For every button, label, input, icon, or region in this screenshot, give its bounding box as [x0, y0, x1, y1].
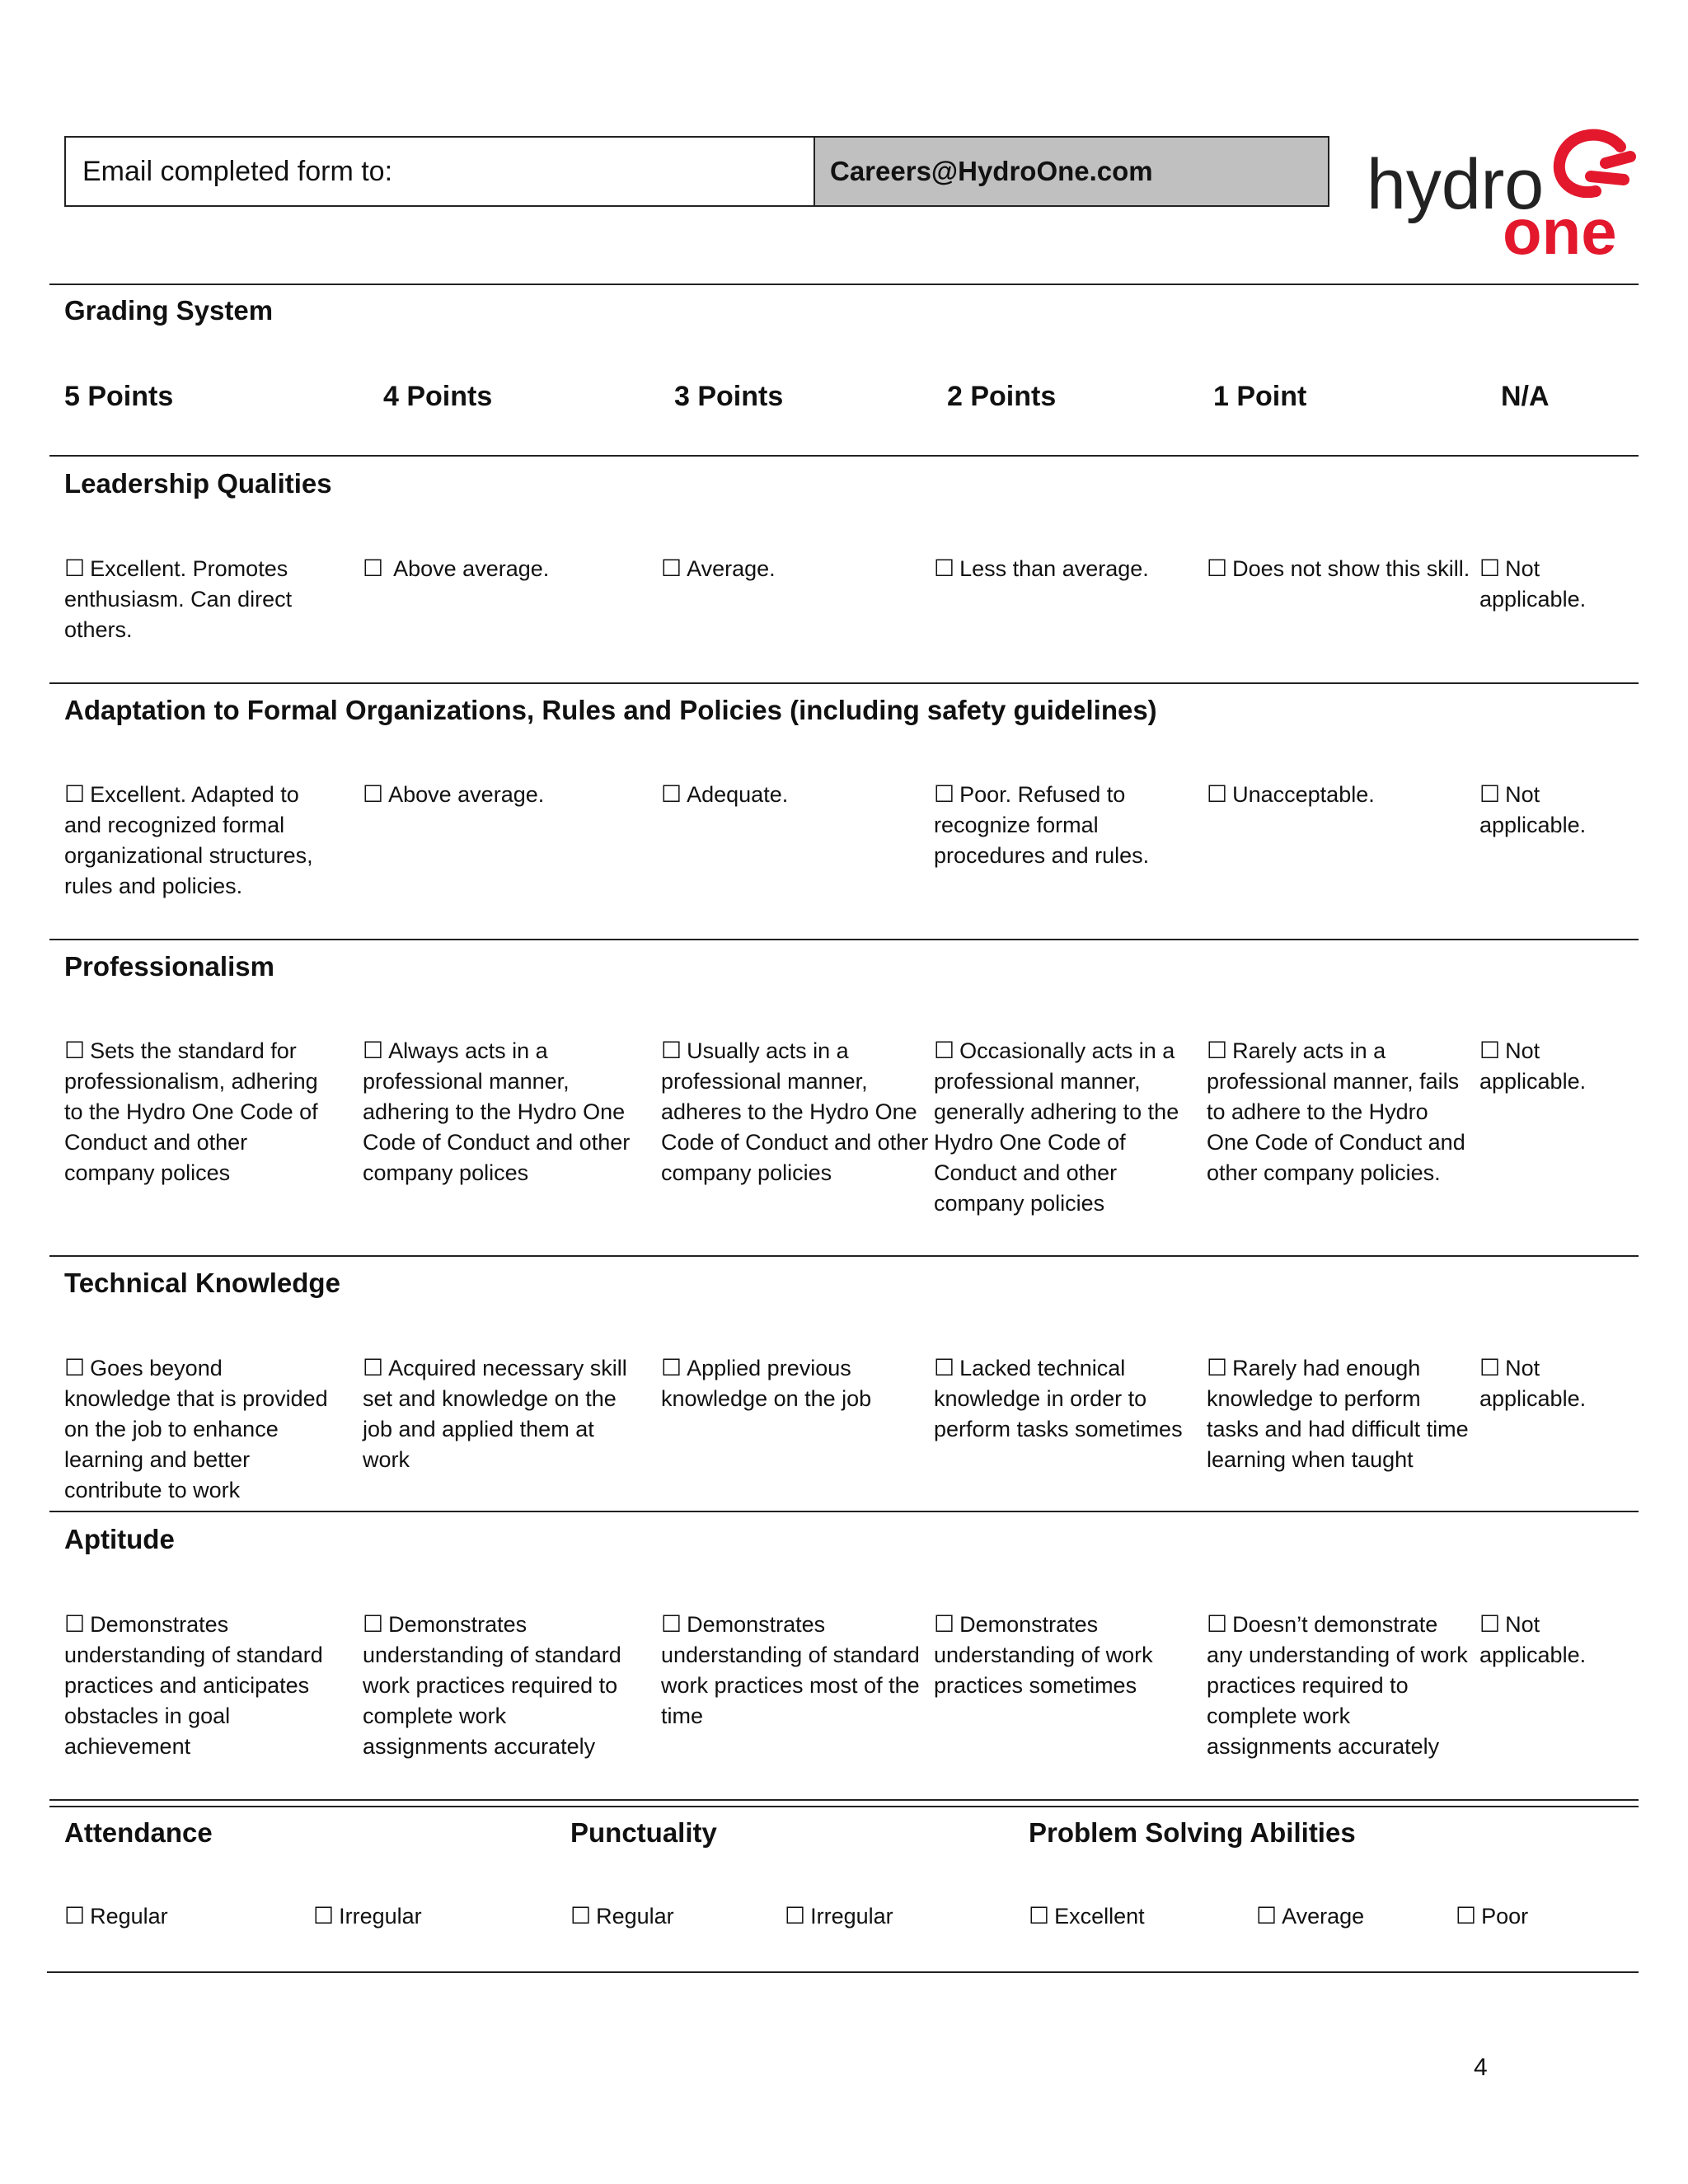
option-text: Rarely had enough knowledge to perform tasks and had difficult time learning when taught — [1207, 1356, 1469, 1472]
section-title-technical-knowledge: Technical Knowledge — [64, 1268, 340, 1298]
option-text: Rarely acts in a professional manner, fails to adhere to the Hydro One Code of Conduct and other company policies. — [1207, 1038, 1465, 1185]
checkbox-icon[interactable]: ☐ — [1479, 1611, 1501, 1637]
option-text: Demonstrates understanding of standard practices and anticipates obstacles in goal achievement — [64, 1612, 323, 1759]
checkbox-icon[interactable]: ☐ — [64, 555, 86, 581]
checkbox-icon[interactable]: ☐ — [1456, 1903, 1477, 1929]
punctuality-title: Punctuality — [570, 1817, 717, 1848]
divider — [49, 1806, 1639, 1807]
section-title-adaptation: Adaptation to Formal Organizations, Rules and Policies (including safety guidelines) — [64, 695, 1157, 725]
divider — [49, 1799, 1639, 1801]
attendance-irregular[interactable] — [313, 1902, 422, 1929]
option-professionalism-2[interactable] — [934, 1035, 1202, 1219]
checkbox-icon[interactable]: ☐ — [64, 1355, 86, 1380]
points-3: 3 Points — [674, 381, 784, 412]
option-professionalism-4[interactable] — [363, 1035, 631, 1188]
option-text: Regular — [90, 1904, 168, 1929]
option-professionalism-3[interactable] — [661, 1035, 929, 1188]
option-text: Occasionally acts in a professional manner, generally adhering to the Hydro One Code of Conduct and other company policies — [934, 1038, 1179, 1216]
logo-swirl-icon — [1559, 135, 1630, 193]
option-text: Not applicable. — [1479, 1038, 1587, 1094]
option-aptitude-1[interactable] — [1207, 1609, 1475, 1762]
option-technical-2[interactable] — [934, 1352, 1202, 1445]
page-number: 4 — [1474, 2054, 1488, 2081]
checkbox-icon[interactable]: ☐ — [1207, 1611, 1228, 1637]
option-text: Poor — [1481, 1904, 1529, 1929]
option-technical-4[interactable] — [363, 1352, 631, 1475]
problem-solving-title: Problem Solving Abilities — [1029, 1817, 1356, 1848]
checkbox-icon[interactable]: ☐ — [934, 1355, 955, 1380]
option-adaptation-5[interactable] — [64, 779, 332, 902]
points-5: 5 Points — [64, 381, 174, 412]
checkbox-icon[interactable]: ☐ — [363, 555, 384, 581]
option-leadership-na[interactable] — [1479, 553, 1611, 615]
checkbox-icon[interactable]: ☐ — [1207, 781, 1228, 807]
checkbox-icon[interactable]: ☐ — [934, 781, 955, 807]
grading-system-title: Grading System — [64, 295, 274, 326]
option-text: Above average. — [388, 556, 550, 581]
divider — [47, 1971, 1639, 1973]
problem-solving-poor[interactable] — [1456, 1902, 1528, 1929]
option-adaptation-3[interactable] — [661, 779, 929, 810]
option-text: Always acts in a professional manner, adhering to the Hydro One Code of Conduct and other company polices — [363, 1038, 631, 1185]
option-text: Excellent — [1054, 1904, 1145, 1929]
option-aptitude-3[interactable] — [661, 1609, 929, 1732]
hydro-one-logo-graphic — [1358, 122, 1639, 262]
option-technical-na[interactable] — [1479, 1352, 1611, 1414]
option-text: Adequate. — [687, 782, 789, 807]
checkbox-icon[interactable]: ☐ — [661, 555, 682, 581]
checkbox-icon[interactable]: ☐ — [661, 1038, 682, 1063]
hydro-one-logo — [1358, 122, 1639, 262]
punctuality-regular[interactable] — [570, 1902, 674, 1929]
checkbox-icon[interactable]: ☐ — [313, 1903, 335, 1929]
checkbox-icon[interactable]: ☐ — [64, 1038, 86, 1063]
option-leadership-5[interactable] — [64, 553, 332, 645]
points-1: 1 Point — [1213, 381, 1307, 412]
option-technical-5[interactable] — [64, 1352, 332, 1506]
option-text: Poor. Refused to recognize formal procedures and rules. — [934, 782, 1150, 868]
option-text: Unacceptable. — [1232, 782, 1375, 807]
divider — [49, 1255, 1639, 1257]
checkbox-icon[interactable]: ☐ — [363, 1355, 384, 1380]
option-aptitude-4[interactable] — [363, 1609, 631, 1762]
checkbox-icon[interactable]: ☐ — [1479, 1038, 1501, 1063]
checkbox-icon[interactable]: ☐ — [363, 781, 384, 807]
problem-solving-average[interactable] — [1256, 1902, 1364, 1929]
option-text: Sets the standard for professionalism, adhering to the Hydro One Code of Conduct and other company polices — [64, 1038, 318, 1185]
option-text: Acquired necessary skill set and knowledge on the job and applied them at work — [363, 1356, 627, 1472]
option-text: Doesn’t demonstrate any understanding of work practices required to complete work assignments accurately — [1207, 1612, 1468, 1759]
problem-solving-excellent[interactable] — [1029, 1902, 1145, 1929]
checkbox-icon[interactable]: ☐ — [64, 781, 86, 807]
checkbox-icon[interactable]: ☐ — [1256, 1903, 1278, 1929]
checkbox-icon[interactable]: ☐ — [363, 1611, 384, 1637]
option-leadership-4[interactable] — [363, 553, 631, 584]
option-text: Less than average. — [959, 556, 1149, 581]
checkbox-icon[interactable]: ☐ — [1479, 781, 1501, 807]
email-address[interactable]: Careers@HydroOne.com — [814, 138, 1328, 205]
option-text: Demonstrates understanding of standard work practices most of the time — [661, 1612, 920, 1728]
option-leadership-2[interactable] — [934, 553, 1202, 584]
option-adaptation-2[interactable] — [934, 779, 1202, 871]
option-text: Does not show this skill. — [1232, 556, 1470, 581]
option-adaptation-1[interactable] — [1207, 779, 1475, 810]
option-text: Applied previous knowledge on the job — [661, 1356, 872, 1411]
option-aptitude-na[interactable] — [1479, 1609, 1611, 1671]
option-text: Goes beyond knowledge that is provided on the job to enhance learning and better contribute to work — [64, 1356, 328, 1502]
punctuality-irregular[interactable] — [785, 1902, 893, 1929]
points-na: N/A — [1501, 381, 1550, 412]
logo-text-one: one — [1503, 195, 1617, 262]
option-professionalism-na[interactable] — [1479, 1035, 1611, 1097]
checkbox-icon[interactable]: ☐ — [570, 1903, 592, 1929]
divider — [49, 682, 1639, 684]
option-technical-3[interactable] — [661, 1352, 929, 1414]
email-label: Email completed form to: — [82, 155, 393, 187]
option-technical-1[interactable] — [1207, 1352, 1475, 1475]
option-aptitude-5[interactable] — [64, 1609, 332, 1762]
option-text: Usually acts in a professional manner, adheres to the Hydro One Code of Conduct and other company policies — [661, 1038, 929, 1185]
checkbox-icon[interactable]: ☐ — [661, 781, 682, 807]
option-text: Above average. — [388, 782, 545, 807]
option-text: Irregular — [339, 1904, 422, 1929]
option-professionalism-5[interactable] — [64, 1035, 332, 1188]
checkbox-icon[interactable]: ☐ — [934, 555, 955, 581]
option-adaptation-na[interactable] — [1479, 779, 1611, 841]
divider — [49, 1511, 1639, 1512]
option-text: Excellent. Promotes enthusiasm. Can direct others. — [64, 556, 293, 642]
option-text: Not applicable. — [1479, 556, 1587, 612]
option-professionalism-1[interactable] — [1207, 1035, 1475, 1188]
checkbox-icon[interactable]: ☐ — [64, 1611, 86, 1637]
option-leadership-1[interactable] — [1207, 553, 1475, 584]
checkbox-icon[interactable]: ☐ — [1029, 1903, 1050, 1929]
checkbox-icon[interactable]: ☐ — [363, 1038, 384, 1063]
checkbox-icon[interactable]: ☐ — [661, 1611, 682, 1637]
section-title-leadership: Leadership Qualities — [64, 468, 332, 499]
option-leadership-3[interactable] — [661, 553, 929, 584]
checkbox-icon[interactable]: ☐ — [934, 1611, 955, 1637]
option-text: Not applicable. — [1479, 1612, 1587, 1667]
option-text: Excellent. Adapted to and recognized formal organizational structures, rules and policies. — [64, 782, 313, 898]
checkbox-icon[interactable]: ☐ — [1207, 1355, 1228, 1380]
section-title-professionalism: Professionalism — [64, 951, 274, 982]
divider — [49, 939, 1639, 940]
checkbox-icon[interactable]: ☐ — [64, 1903, 86, 1929]
option-text: Demonstrates understanding of standard work practices required to complete work assignments accurately — [363, 1612, 621, 1759]
option-text: Lacked technical knowledge in order to perform tasks sometimes — [934, 1356, 1183, 1441]
logo-text-hydro: hydro — [1367, 145, 1545, 224]
points-2: 2 Points — [947, 381, 1057, 412]
divider — [49, 284, 1639, 285]
option-text: Demonstrates understanding of work practices sometimes — [934, 1612, 1153, 1698]
divider — [49, 455, 1639, 457]
attendance-regular[interactable] — [64, 1902, 168, 1929]
option-text: Regular — [596, 1904, 674, 1929]
option-text: Not applicable. — [1479, 1356, 1587, 1411]
email-instruction-box — [64, 136, 1329, 207]
option-aptitude-2[interactable] — [934, 1609, 1202, 1701]
checkbox-icon[interactable]: ☐ — [1479, 555, 1501, 581]
option-text: Irregular — [810, 1904, 893, 1929]
option-text: Not applicable. — [1479, 782, 1587, 837]
section-title-aptitude: Aptitude — [64, 1524, 175, 1554]
option-adaptation-4[interactable] — [363, 779, 631, 810]
option-text: Average. — [687, 556, 776, 581]
checkbox-icon[interactable]: ☐ — [785, 1903, 806, 1929]
points-4: 4 Points — [383, 381, 493, 412]
checkbox-icon[interactable]: ☐ — [1479, 1355, 1501, 1380]
checkbox-icon[interactable]: ☐ — [1207, 1038, 1228, 1063]
checkbox-icon[interactable]: ☐ — [661, 1355, 682, 1380]
attendance-title: Attendance — [64, 1817, 213, 1848]
checkbox-icon[interactable]: ☐ — [934, 1038, 955, 1063]
checkbox-icon[interactable]: ☐ — [1207, 555, 1228, 581]
option-text: Average — [1282, 1904, 1365, 1929]
